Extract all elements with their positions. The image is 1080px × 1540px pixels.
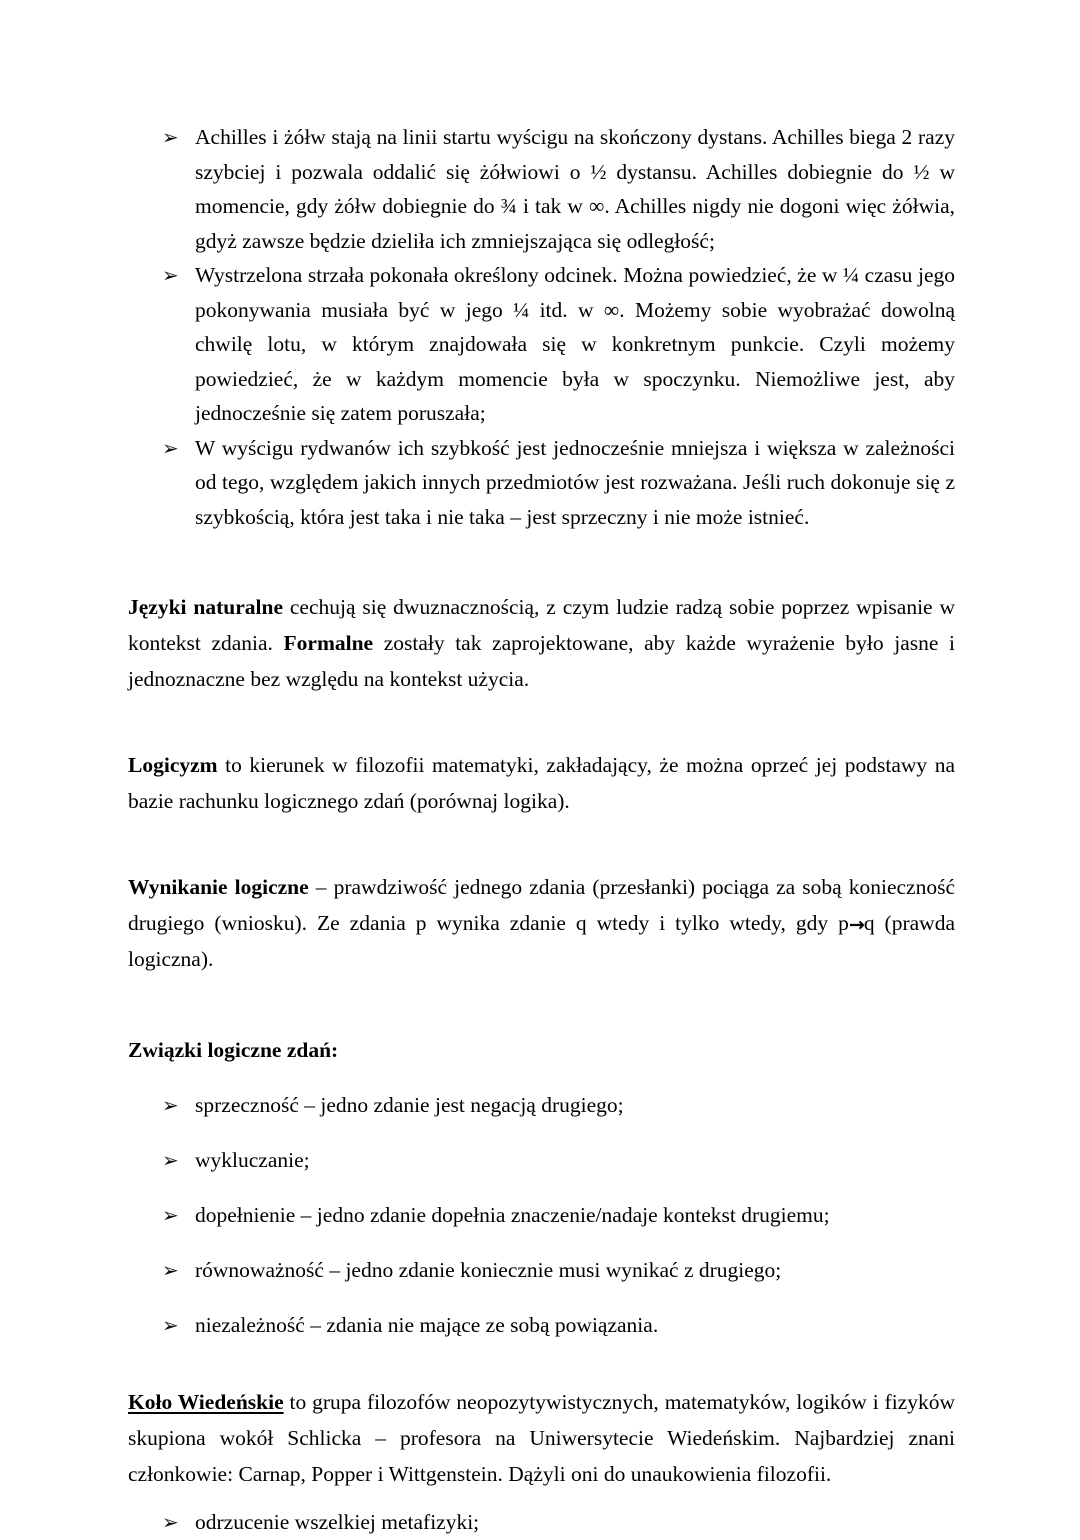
paragraph-logicyzm	[128, 747, 955, 819]
list-item	[128, 431, 955, 535]
spacer	[128, 1068, 955, 1088]
bullet-arrow-icon: ➢	[162, 263, 179, 287]
list-item	[128, 1253, 955, 1287]
list-item-text: dopełnienie – jedno zdanie dopełnia znaczenie/nadaje kontekst drugiemu;	[195, 1203, 830, 1227]
paragraph-text-part-2: zostały tak zaprojektowane, aby każde wyrażenie było jasne i jednoznaczne bez względu na kontekst użycia.	[128, 631, 955, 691]
spacer	[128, 1492, 955, 1505]
bullet-arrow-icon: ➢	[162, 435, 179, 460]
list-item	[128, 1143, 955, 1177]
bullet-arrow-icon: ➢	[162, 1093, 179, 1117]
term-formalne: Formalne	[283, 631, 374, 655]
list-item	[128, 1088, 955, 1122]
list-item	[128, 1505, 955, 1539]
list-item-text: wykluczanie;	[195, 1148, 310, 1172]
paradoxes-list	[128, 120, 955, 534]
bullet-arrow-icon: ➢	[162, 1258, 179, 1282]
list-item-text: sprzeczność – jedno zdanie jest negacją drugiego;	[195, 1093, 624, 1117]
spacer	[128, 697, 955, 747]
bullet-arrow-icon: ➢	[162, 125, 179, 149]
term-jezyki-naturalne: Języki naturalne	[128, 595, 283, 619]
paragraph-text-part-1: cechują się dwuznacznością, z czym ludzie radzą sobie poprzez wpisanie w kontekst zdania.	[128, 595, 956, 655]
list-item-text: W wyścigu rydwanów ich szybkość jest jednocześnie mniejsza i większa w zależności od tego, względem jakich innych przedmiotów jest rozważana. Jeśli ruch dokonuje się z szybkością, która jest taka i nie taka – jest sprzeczny i nie może istnieć.	[195, 435, 955, 529]
bullet-arrow-icon: ➢	[162, 1203, 179, 1227]
term-kolo-wiedenskie: Koło Wiedeńskie	[128, 1390, 284, 1414]
spacer	[128, 1342, 955, 1384]
bullet-arrow-icon: ➢	[162, 1313, 179, 1337]
list-item	[128, 120, 955, 258]
paragraph-kolo-wiedenskie	[128, 1384, 955, 1492]
paragraph-jezyki-naturalne	[128, 589, 955, 697]
spacer	[128, 534, 955, 589]
paragraph-wynikanie-logiczne	[128, 869, 955, 977]
list-item-text: Wystrzelona strzała pokonała określony odcinek. Można powiedzieć, że w ¼ czasu jego pokonywania musiała być w jego ¼ itd. w ∞. Możemy sobie wyobrażać dowolną chwilę lotu, w którym znajdowała się w konkretnym punkcie. Czyli możemy powiedzieć, że w każdym momencie była w spoczynku. Niemożliwe jest, aby jednocześnie się zatem poruszała;	[195, 263, 955, 425]
paragraph-text-part-1: – prawdziwość jednego zdania (przesłanki) pociąga za sobą konieczność drugiego (wniosku). Ze zdania p wynika zdanie q wtedy i tylko wtedy, gdy p	[128, 875, 955, 935]
paragraph-text-part-2: q (prawda logiczna).	[128, 911, 955, 971]
paragraph-text: to kierunek w filozofii matematyki, zakładający, że można oprzeć jej podstawy na bazie rachunku logicznego zdań (porównaj logika).	[128, 753, 955, 813]
document-body	[128, 120, 955, 1539]
term-wynikanie-logiczne: Wynikanie logiczne	[128, 875, 309, 899]
list-item-text: równoważność – jedno zdanie koniecznie musi wynikać z drugiego;	[195, 1258, 782, 1282]
list-item	[128, 1198, 955, 1232]
paragraph-text: to grupa filozofów neopozytywistycznych, matematyków, logików i fizyków skupiona wokół Schlicka – profesora na Uniwersytecie Wiedeńskim. Najbardziej znani członkowie: Carnap, Popper i Wittgenstein. Dążyli oni do unaukowienia filozofii.	[128, 1390, 956, 1486]
list-item-text: odrzucenie wszelkiej metafizyki;	[195, 1510, 480, 1534]
bullet-arrow-icon: ➢	[162, 1148, 179, 1172]
list-item-text: Achilles i żółw stają na linii startu wyścigu na skończony dystans. Achilles biega 2 razy szybciej i pozwala oddalić się żółwiowi o ½ dystansu. Achilles dobiegnie do ½ w momencie, gdy żółw dobiegnie do ¾ i tak w ∞. Achilles nigdy nie dogoni więc żółwia, gdyż zawsze będzie dzieliła ich zmniejszająca się odległość;	[195, 125, 955, 253]
kolo-wiedenskie-list	[128, 1505, 955, 1539]
list-item	[128, 1308, 955, 1342]
implication-arrow-icon: →	[848, 914, 864, 936]
bullet-arrow-icon: ➢	[162, 1510, 179, 1534]
list-item-text: niezależność – zdania nie mające ze sobą powiązania.	[195, 1313, 659, 1337]
spacer	[128, 977, 955, 1032]
section-heading-zwiazki-logiczne: Związki logiczne zdań:	[128, 1038, 339, 1062]
term-logicyzm: Logicyzm	[128, 753, 218, 777]
list-item	[128, 258, 955, 431]
spacer	[128, 819, 955, 869]
zwiazki-logiczne-list	[128, 1088, 955, 1342]
